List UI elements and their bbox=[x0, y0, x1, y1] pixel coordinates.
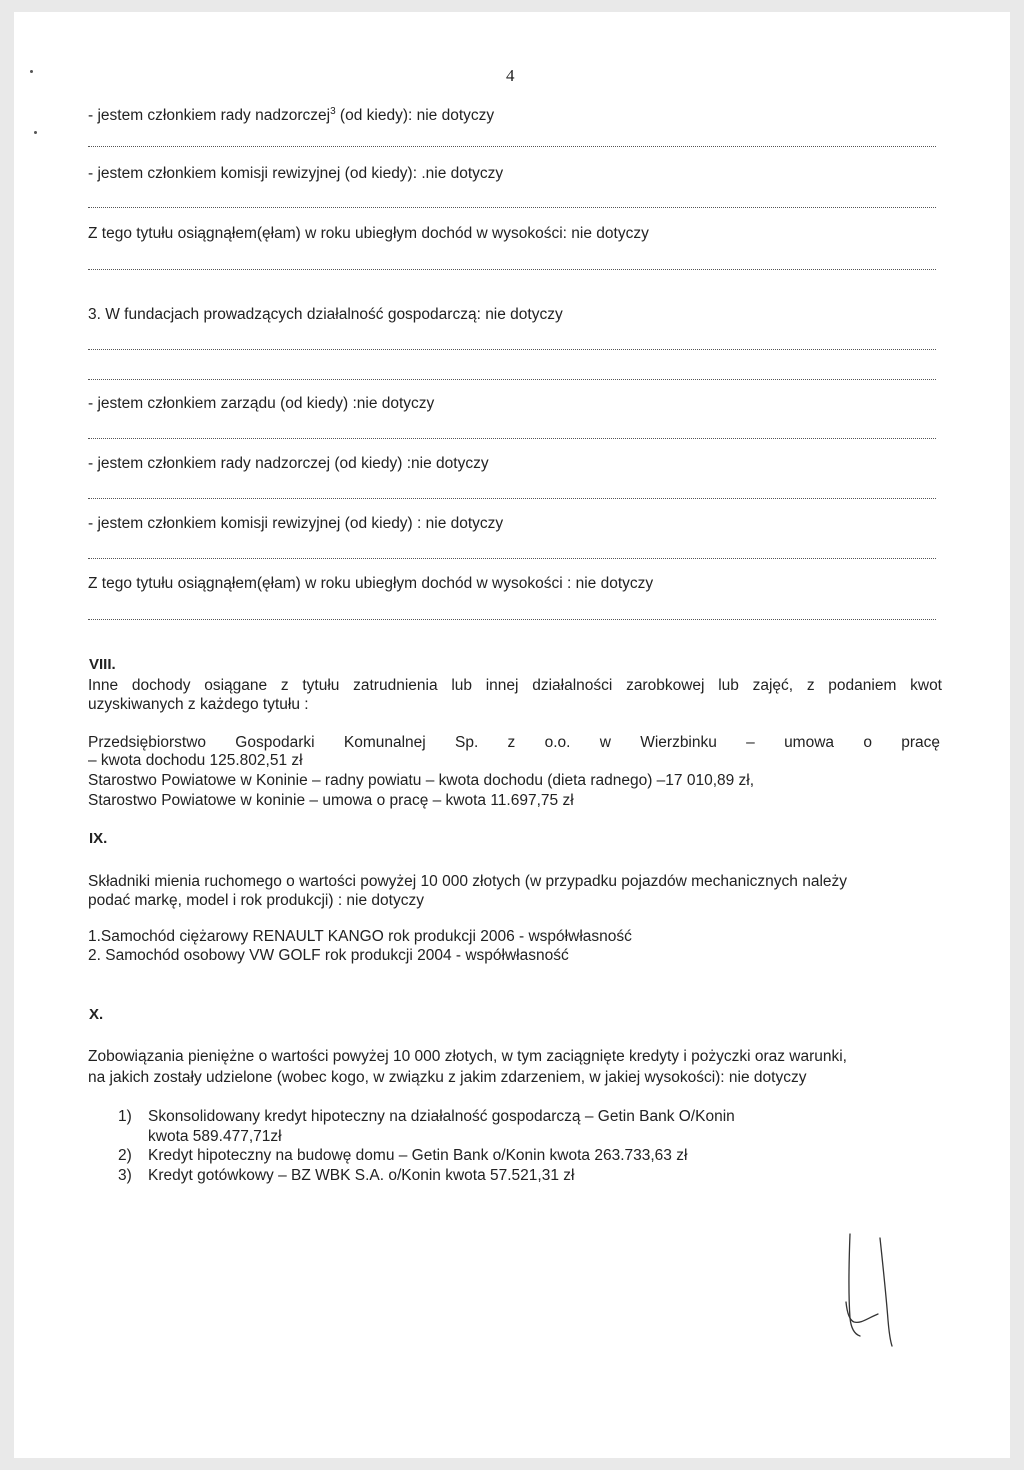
rada-nadzorcza-line bbox=[88, 102, 494, 125]
dochod-line: Z tego tytułu osiągnąłem(ęłam) w roku ubiegłym dochód w wysokości: nie dotyczy bbox=[88, 225, 649, 242]
section-9-intro-line2: podać markę, model i rok produkcji) : nie dotyczy bbox=[88, 892, 424, 909]
rada-nadzorcza-text: - jestem członkiem rady nadzorczej bbox=[88, 107, 331, 125]
income-item-2: Starostwo Powiatowe w Koninie – radny powiatu – kwota dochodu (dieta radnego) –17 010,89 zł, bbox=[88, 772, 755, 789]
liability-item-2-line1: Kredyt hipoteczny na budowę domu – Getin Bank o/Konin kwota 263.733,63 zł bbox=[148, 1147, 688, 1164]
dotted-line bbox=[88, 269, 936, 270]
scan-speck bbox=[34, 131, 37, 134]
section-8-intro-line1: Inne dochody osiągane z tytułu zatrudnienia lub innej działalności zarobkowej lub zajęć, z podaniem kwot bbox=[88, 677, 942, 694]
rada-nadzorcza-answer: (od kiedy): nie dotyczy bbox=[335, 107, 495, 125]
dotted-line bbox=[88, 146, 936, 147]
fundacje-komisja-line: - jestem członkiem komisji rewizyjnej (od kiedy) : nie dotyczy bbox=[88, 515, 504, 532]
fundacje-zarzad-line: - jestem członkiem zarządu (od kiedy) :nie dotyczy bbox=[88, 395, 435, 412]
dotted-line bbox=[88, 349, 936, 350]
dotted-line bbox=[88, 379, 936, 380]
section-8-intro-line2: uzyskiwanych z każdego tytułu : bbox=[88, 696, 309, 713]
liability-item-2-number: 2) bbox=[118, 1147, 132, 1164]
scan-speck bbox=[30, 70, 33, 73]
dotted-line bbox=[88, 207, 936, 208]
liability-item-3-number: 3) bbox=[118, 1167, 132, 1184]
section-10-intro-line1: Zobowiązania pieniężne o wartości powyżej 10 000 złotych, w tym zaciągnięte kredyty i pożyczki oraz warunki, bbox=[88, 1048, 847, 1065]
fundacje-rada-line: - jestem członkiem rady nadzorczej (od kiedy) :nie dotyczy bbox=[88, 455, 489, 472]
fundacje-dochod-line: Z tego tytułu osiągnąłem(ęłam) w roku ubiegłym dochód w wysokości : nie dotyczy bbox=[88, 575, 654, 592]
liability-item-1-line2: kwota 589.477,71zł bbox=[148, 1128, 282, 1145]
vehicle-item-2: 2. Samochód osobowy VW GOLF rok produkcji 2004 - współwłasność bbox=[88, 947, 569, 964]
dotted-line bbox=[88, 438, 936, 439]
dotted-line bbox=[88, 558, 936, 559]
income-item-3: Starostwo Powiatowe w koninie – umowa o pracę – kwota 11.697,75 zł bbox=[88, 792, 574, 809]
komisja-rewizyjna-line: - jestem członkiem komisji rewizyjnej (od kiedy): .nie dotyczy bbox=[88, 165, 504, 182]
footnote-marker: 3 bbox=[330, 106, 336, 117]
income-item-1-line1: Przedsiębiorstwo Gospodarki Komunalnej Sp. z o.o. w Wierzbinku – umowa o pracę bbox=[88, 734, 940, 751]
handwritten-signature bbox=[836, 1220, 906, 1350]
section-9-heading: IX. bbox=[89, 830, 108, 847]
income-item-1-line2: – kwota dochodu 125.802,51 zł bbox=[88, 752, 303, 769]
section-8-heading: VIII. bbox=[89, 656, 116, 673]
section-10-intro-line2: na jakich zostały udzielone (wobec kogo, w związku z jakim zdarzeniem, w jakiej wysokości): nie dotyczy bbox=[88, 1069, 807, 1086]
dotted-line bbox=[88, 498, 936, 499]
dotted-line bbox=[88, 619, 936, 620]
section-10-heading: X. bbox=[89, 1006, 104, 1023]
fundacje-heading: 3. W fundacjach prowadzących działalność gospodarczą: nie dotyczy bbox=[88, 306, 563, 323]
page-number: 4 bbox=[506, 66, 515, 85]
liability-item-1-line1: Skonsolidowany kredyt hipoteczny na działalność gospodarczą – Getin Bank O/Konin bbox=[148, 1108, 735, 1125]
liability-item-1-number: 1) bbox=[118, 1108, 132, 1125]
liability-item-3-line1: Kredyt gotówkowy – BZ WBK S.A. o/Konin kwota 57.521,31 zł bbox=[148, 1167, 575, 1184]
vehicle-item-1: 1.Samochód ciężarowy RENAULT KANGO rok produkcji 2006 - współwłasność bbox=[88, 928, 632, 945]
section-9-intro-line1: Składniki mienia ruchomego o wartości powyżej 10 000 złotych (w przypadku pojazdów mechanicznych należy bbox=[88, 873, 848, 890]
